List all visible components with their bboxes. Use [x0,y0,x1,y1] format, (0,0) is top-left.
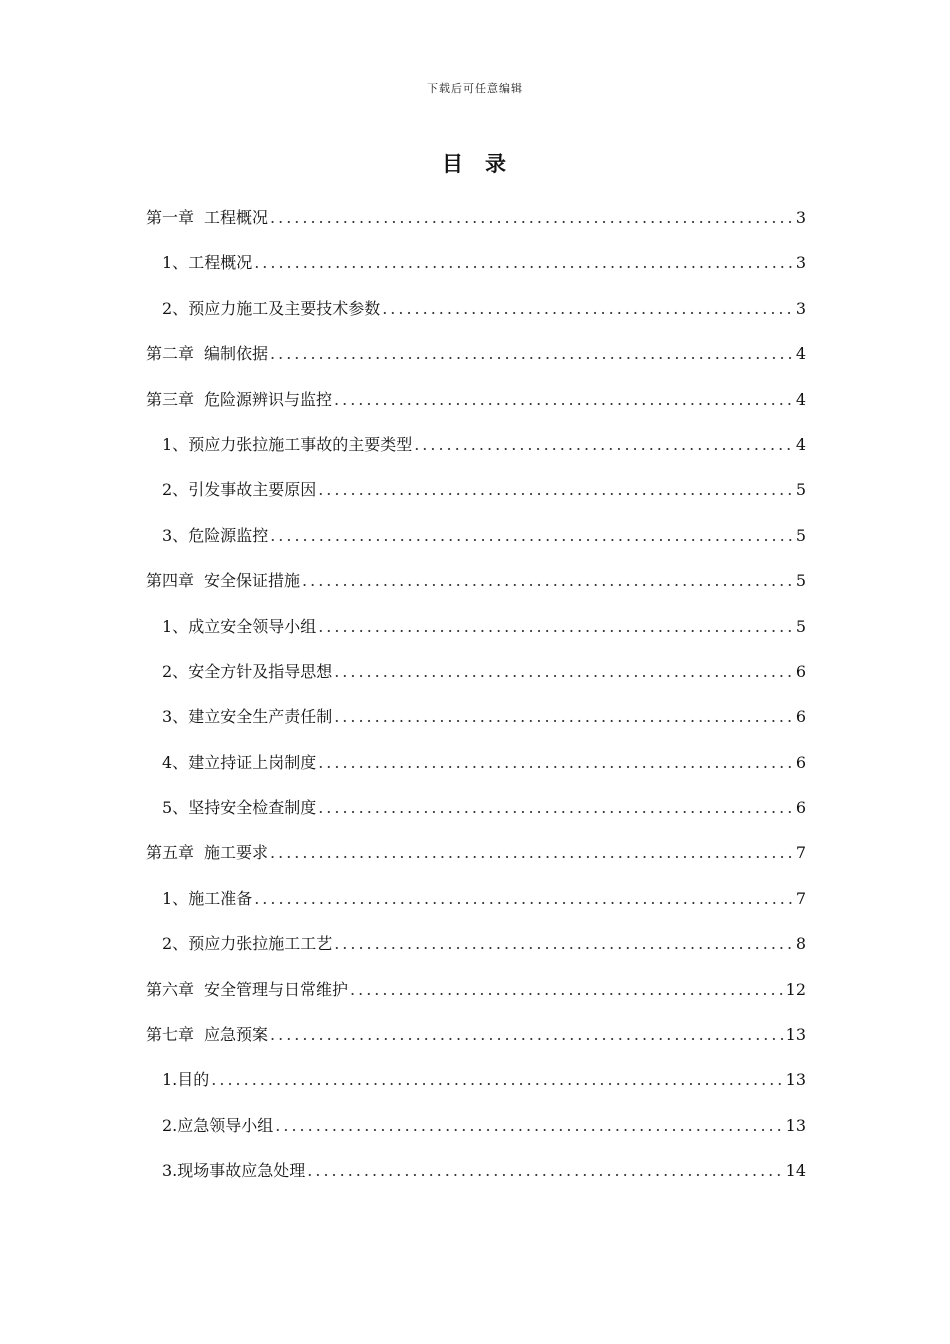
toc-section-number: 1、 [162,616,189,636]
toc-entry-title: 预应力张拉施工工艺 [188,934,333,954]
toc-title-char-2: 录 [485,151,508,176]
toc-dot-leader [307,1163,783,1179]
table-of-contents [146,210,806,1209]
toc-dot-leader [382,301,794,317]
toc-section-entry[interactable] [146,482,806,527]
toc-page-number: 3 [795,298,806,318]
toc-entry-title: 施工要求 [204,843,269,863]
toc-section-number: 1、 [162,434,189,454]
toc-page-number: 3 [795,208,806,227]
toc-section-entry[interactable] [146,298,806,346]
toc-chapter-number: 第二章 [146,344,195,364]
toc-entry-title: 坚持安全检查制度 [188,798,317,818]
toc-page-number: 13 [785,1115,806,1135]
toc-section-number: 3、 [162,707,189,727]
toc-page-number: 4 [795,434,806,454]
toc-chapter-number: 第五章 [146,843,195,863]
toc-chapter-entry[interactable] [146,845,806,890]
toc-page-number: 6 [795,798,806,818]
toc-dot-leader [275,1118,783,1134]
toc-page-number: 7 [795,888,806,908]
toc-section-number: 2、 [162,934,189,954]
toc-entry-title: 应急领导小组 [177,1115,274,1135]
toc-dot-leader [270,845,794,861]
toc-page-number: 6 [795,707,806,727]
toc-dot-leader [334,664,794,680]
toc-entry-title: 安全保证措施 [204,571,301,591]
toc-entry-title: 目的 [177,1070,210,1090]
toc-entry-title: 安全管理与日常维护 [204,979,349,999]
toc-entry-title: 安全方针及指导思想 [188,661,333,681]
toc-dot-leader [211,1072,783,1088]
toc-section-number: 5、 [162,798,189,818]
toc-section-number: 1. [162,1070,178,1090]
toc-dot-leader [270,346,794,362]
toc-dot-leader [254,255,794,271]
header-note: 下载后可任意编辑 [427,82,523,95]
toc-section-entry[interactable] [146,1072,806,1117]
toc-section-number: 2. [162,1115,178,1135]
toc-section-entry[interactable] [146,1115,806,1163]
toc-entry-title: 危险源辨识与监控 [204,389,333,409]
toc-dot-leader [318,755,794,771]
toc-title-char-1: 目 [442,151,465,176]
toc-dot-leader [334,392,794,408]
toc-section-number: 2、 [162,480,189,500]
toc-section-entry[interactable] [146,752,806,800]
toc-entry-title: 引发事故主要原因 [188,480,317,500]
toc-section-entry[interactable] [146,434,806,482]
toc-chapter-number: 第四章 [146,571,195,591]
toc-page-number: 5 [795,480,806,500]
toc-dot-leader [350,982,784,998]
toc-dot-leader [414,437,794,453]
toc-section-number: 3. [162,1161,178,1181]
toc-page-number: 5 [795,616,806,636]
toc-chapter-entry[interactable] [146,573,806,618]
toc-section-entry[interactable] [146,709,806,754]
toc-page-number: 8 [795,934,806,954]
toc-chapter-entry[interactable] [146,979,806,1027]
toc-chapter-entry[interactable] [146,210,806,255]
toc-dot-leader [318,482,794,498]
toc-entry-title: 现场事故应急处理 [177,1161,306,1181]
toc-chapter-number: 第一章 [146,208,195,227]
toc-section-entry[interactable] [146,661,806,709]
toc-page-number: 13 [785,1025,806,1045]
toc-section-entry[interactable] [146,1163,806,1208]
toc-section-entry[interactable] [146,888,806,936]
toc-page-number: 3 [795,253,806,273]
toc-section-number: 4、 [162,752,189,772]
toc-dot-leader [254,891,794,907]
toc-entry-title: 施工准备 [188,888,253,908]
toc-section-entry[interactable] [146,616,806,664]
toc-section-number: 2、 [162,298,189,318]
toc-page-number: 13 [785,1070,806,1090]
toc-section-number: 2、 [162,661,189,681]
toc-page-number: 5 [795,571,806,591]
toc-chapter-number: 第三章 [146,389,195,409]
toc-page-number: 4 [795,344,806,364]
toc-entry-title: 预应力张拉施工事故的主要类型 [188,434,413,454]
toc-page-number: 7 [795,843,806,863]
toc-chapter-entry[interactable] [146,1027,806,1072]
toc-dot-leader [302,573,794,589]
toc-section-entry[interactable] [146,255,806,300]
toc-entry-title: 危险源监控 [188,525,269,545]
toc-entry-title: 建立安全生产责任制 [188,707,333,727]
toc-dot-leader [334,936,794,952]
toc-dot-leader [270,210,794,226]
toc-page-number: 5 [795,525,806,545]
toc-entry-title: 建立持证上岗制度 [188,752,317,772]
toc-dot-leader [318,619,794,635]
toc-page-number: 4 [795,389,806,409]
toc-page-number: 6 [795,752,806,772]
toc-section-entry[interactable] [146,800,806,845]
toc-page-number: 12 [785,979,806,999]
toc-entry-title: 应急预案 [204,1025,269,1045]
toc-section-entry[interactable] [146,936,806,981]
toc-page-number: 14 [785,1161,806,1181]
toc-chapter-number: 第七章 [146,1025,195,1045]
toc-dot-leader [318,800,794,816]
toc-entry-title: 预应力施工及主要技术参数 [188,298,381,318]
toc-chapter-entry[interactable] [146,346,806,391]
toc-page-number: 6 [795,661,806,681]
toc-section-number: 3、 [162,525,189,545]
toc-chapter-number: 第六章 [146,979,195,999]
toc-entry-title: 成立安全领导小组 [188,616,317,636]
toc-dot-leader [270,1027,784,1043]
toc-dot-leader [334,709,794,725]
toc-entry-title: 工程概况 [188,253,253,273]
toc-dot-leader [270,528,794,544]
toc-section-number: 1、 [162,253,189,273]
toc-section-number: 1、 [162,888,189,908]
toc-chapter-entry[interactable] [146,389,806,437]
toc-title [0,148,950,178]
toc-section-entry[interactable] [146,525,806,573]
toc-entry-title: 编制依据 [204,344,269,364]
toc-entry-title: 工程概况 [204,208,269,227]
